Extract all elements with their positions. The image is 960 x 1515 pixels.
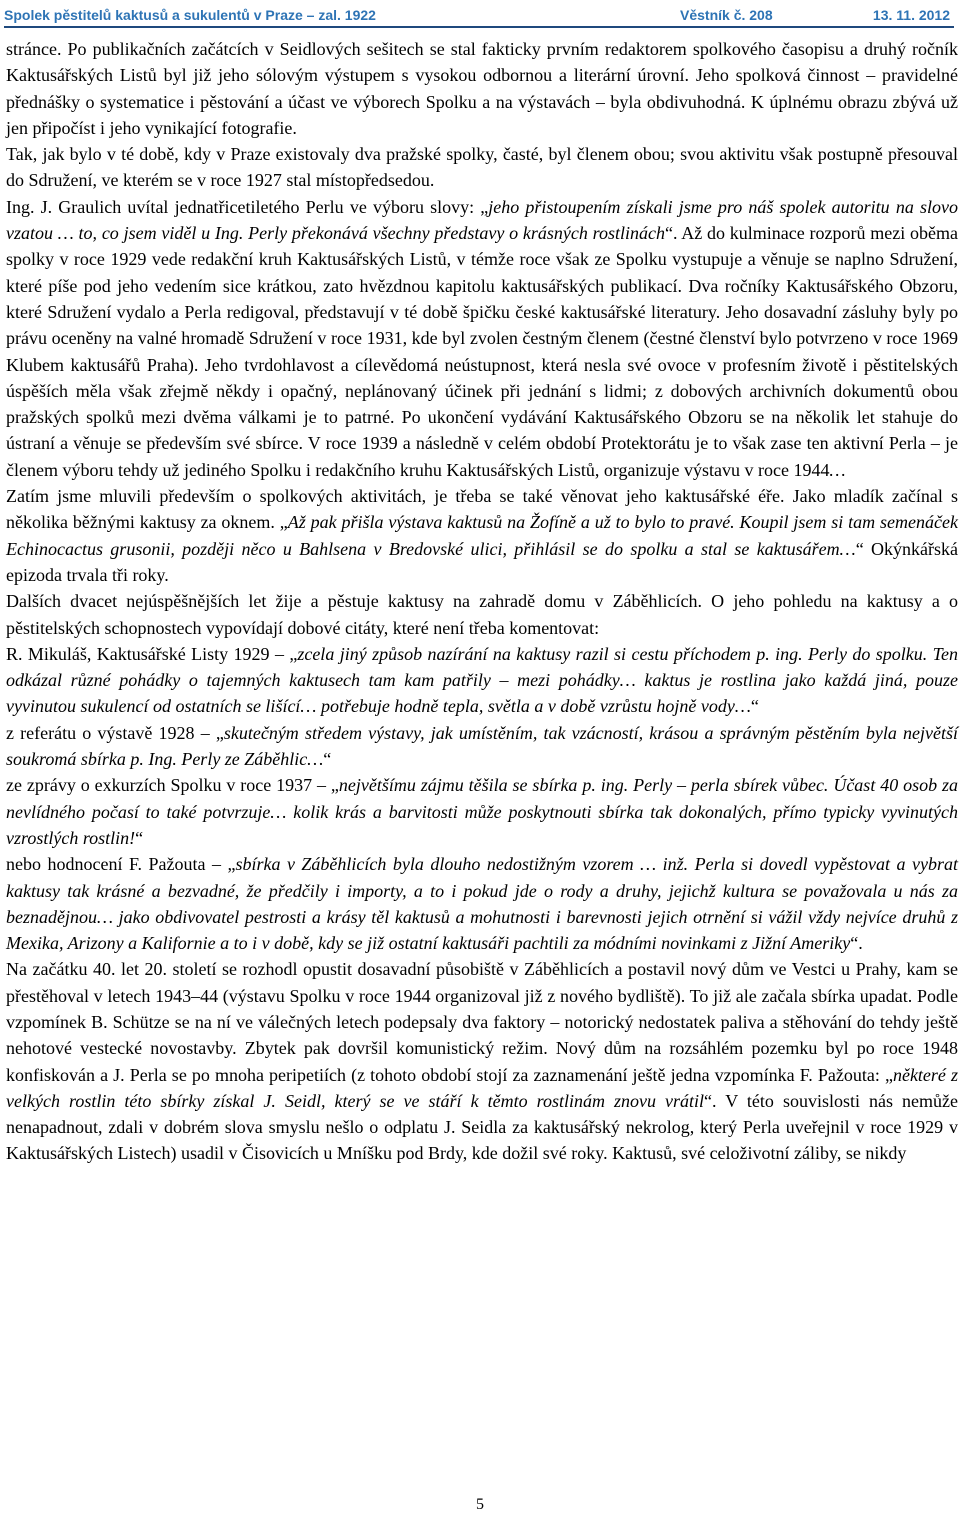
page-header — [4, 6, 954, 28]
quote-text: některé z velkých rostlin této sbírky získal J. Seidl, který se ve stáří k těmto rostlinám znovu vrátil — [6, 1064, 959, 1111]
paragraph — [6, 851, 958, 956]
text-run: “ — [135, 827, 144, 848]
article-body — [6, 36, 958, 1167]
text-run: nebo hodnocení F. Pažouta – „ — [6, 854, 236, 875]
quote-text: sbírka v Záběhlicích byla dlouho nedostižným vzorem … inž. Perla si dovedl vypěstovat a vybrat kaktusy tak krásné a bezvadné, že předčily i importy, a to i pokud jde o rody a druhy, jejichž kultura se považovala u nás za beznadějnou… jako obdivovatel pestrosti a krásy těl kaktusů a mohutnosti i barevnosti jejich otrnění si vážil vždy nejvíce druhů z Mexika, Arizony a Kalifornie a to i v době, kdy se již ostatní kaktusáři pachtili za módními novinkami z Jižní Ameriky — [6, 854, 958, 954]
paragraph — [6, 720, 958, 773]
paragraph — [6, 483, 958, 588]
text-run: Na začátku 40. let 20. století se rozhodl opustit dosavadní působiště v Záběhlicích a postavil nový dům ve Vestci u Prahy, kam se přestěhoval v letech 1943–44 (výstavu Spolku v roce 1944 organizoval již z nového bydliště). To již ale začala sbírka upadat. Podle vzpomínek B. Schütze se na ní ve válečných letech podepsaly dva faktory – notorický nedostatek paliva a stěhování do tehdy ještě nehotové vestecké novostavby. Zbytek pak dovršil komunistický režim. Nový dům na rozsáhlém pozemku byl po roce 1948 konfiskován a J. Perla se po mnoha peripetiích (z tohoto období stojí za zaznamenání ještě jedna vzpomínka F. Pažouta: „ — [6, 959, 958, 1085]
header-issue: Věstník č. 208 — [680, 7, 773, 23]
quote-text: skutečným středem výstavy, jak umístěním, tak vzácností, krásou a správným pěstěním byla největší soukromá sbírka p. Ing. Perly ze Záběhlic… — [6, 722, 958, 770]
header-society-name: Spolek pěstitelů kaktusů a sukulentů v Praze – zal. 1922 — [4, 7, 376, 23]
page-number: 5 — [476, 1496, 484, 1513]
quote-text: jeho přistoupením získali jsme pro náš spolek autoritu na slovo vzatou … to, co jsem viděl u Ing. Perly překonává všechny představy o krásných rostlinách — [6, 196, 958, 244]
text-run: Ing. J. Graulich uvítal jednatřicetiletého Perlu ve výboru slovy: „ — [6, 196, 489, 217]
text-run: “ — [323, 749, 332, 770]
text-run: Tak, jak bylo v té době, kdy v Praze existovaly dva pražské spolky, časté, byl členem obou; svou aktivitu však postupně přesouval do Sdružení, ve kterém se v roce 1927 stal místopředsedou. — [6, 144, 958, 191]
paragraph — [6, 194, 958, 483]
paragraph — [6, 588, 958, 641]
text-run: stránce. Po publikačních začátcích v Seidlových sešitech se stal fakticky prvním redaktorem spolkového časopisu a druhý ročník Kaktusářských Listů byl již jeho sólovým výstupem s vysokou odbornou a literární úrovní. Jeho spolková činnost – pravidelné přednášky o systematice i pěstování a účast ve výborech Spolku a na výstavách – byla obdivuhodná. K úplnému obrazu zbývá už jen připočíst i jeho vynikající fotografie. — [6, 39, 958, 138]
text-run: “. — [850, 933, 863, 954]
text-run: “ — [750, 696, 759, 717]
header-date: 13. 11. 2012 — [872, 7, 950, 23]
quote-text: největšímu zájmu těšila se sbírka p. ing. Perly – perla sbírek vůbec. Účast 40 osob za nevlídného počasí to také potvrzuje… kolik krás a barvitosti může poskytnouti sbírka tak dokonalých, přímo typicky vyvinutých vzrostlých rostlin! — [6, 775, 958, 848]
text-run: Dalších dvacet nejúspěšnějších let žije a pěstuje kaktusy na zahradě domu v Záběhlicích. O jeho pohledu na kaktusy a o pěstitelských schopnostech vypovídají dobové citáty, které není třeba komentovat: — [6, 591, 958, 638]
text-run: Zatím jsme mluvili především o spolkových aktivitách, je třeba se také věnovat jeho kaktusářské éře. Jako mladík začínal s několika běžnými kaktusy za oknem. „ — [6, 486, 958, 533]
quote-text: zcela jiný způsob nazírání na kaktusy razil si cestu příchodem p. ing. Perly do spolku. Ten odkázal různé pohádky o tajemných kaktusech tam kam patřily – mezi pohádky… kaktus je rostlina jako každá jiná, pouze vyvinutou sukulencí od ostatních se lišící… potřebuje hodně tepla, světla a v době vzrůstu hojně vody… — [6, 643, 958, 717]
text-run: z referátu o výstavě 1928 – „ — [6, 722, 224, 743]
text-run: “. Až do kulminace rozporů mezi oběma spolky v roce 1929 vede redakční kruh Kaktusářských Listů, v témže roce však ze Spolku vystupuje a věnuje se naplno Sdružení, které píše pod jeho vedením sice krátkou, zato hvězdnou kapitolu kaktusářských publikací. Dva ročníky Kaktusářského Obzoru, které Sdružení vydalo a Perla redigoval, představují v té době špičku české kaktusářské literatury. Jeho dosavadní zásluhy byly po právu oceněny na valné hromadě Sdružení v roce 1931, kde byl zvolen čestným členem (čestné členství bylo potvrzeno v roce 1969 Klubem kaktusářů Praha). Jeho tvrdohlavost a cílevědomá neústupnost, která nesla své ovoce v profesním životě i pěstitelských úspěších měla však zřejmě někdy i opačný, neplánovaný účinek při jednání s lidmi; z dobových archivních dokumentů obou pražských spolků mezi dvěma válkami je to patrné. Po ukončení vydávání Kaktusářského Obzoru se na několik let stahuje do ústraní a věnuje se především své sbírce. V roce 1939 a následně v celém období Protektorátu je to však zase ten aktivní Perla – je členem výboru tehdy už jediného Spolku i redakčního kruhu Kaktusářských Listů, organizuje výstavu v roce 1944 — [6, 223, 958, 480]
paragraph — [6, 772, 958, 851]
text-run: R. Mikuláš, Kaktusářské Listy 1929 – „ — [6, 643, 298, 664]
paragraph — [6, 36, 958, 141]
paragraph — [6, 141, 958, 194]
paragraph — [6, 641, 958, 720]
text-run: “ Okýnkářská epizoda trvala tři roky. — [6, 538, 958, 585]
quote-text: … — [829, 459, 846, 480]
quote-text: Až pak přišla výstava kaktusů na Žofíně a už to bylo to pravé. Koupil jsem si tam semenáček Echinocactus grusonii, později něco u Bahlsena v Bredovské ulici, přihlásil se do spolku a stal se kaktusářem… — [6, 512, 958, 559]
text-run: “. V této souvislosti nás nemůže nenapadnout, zdali v dobrém slova smyslu nešlo o odplatu J. Seidla za kaktusářský nekrolog, který Perla uveřejnil v roce 1929 v Kaktusářských Listech) usadil v Čisovicích u Mníšku pod Brdy, kde dožil své roky. Kaktusů, své celoživotní záliby, se nikdy — [6, 1090, 959, 1164]
paragraph — [6, 956, 958, 1166]
text-run: ze zprávy o exkurzích Spolku v roce 1937 – „ — [6, 775, 339, 796]
